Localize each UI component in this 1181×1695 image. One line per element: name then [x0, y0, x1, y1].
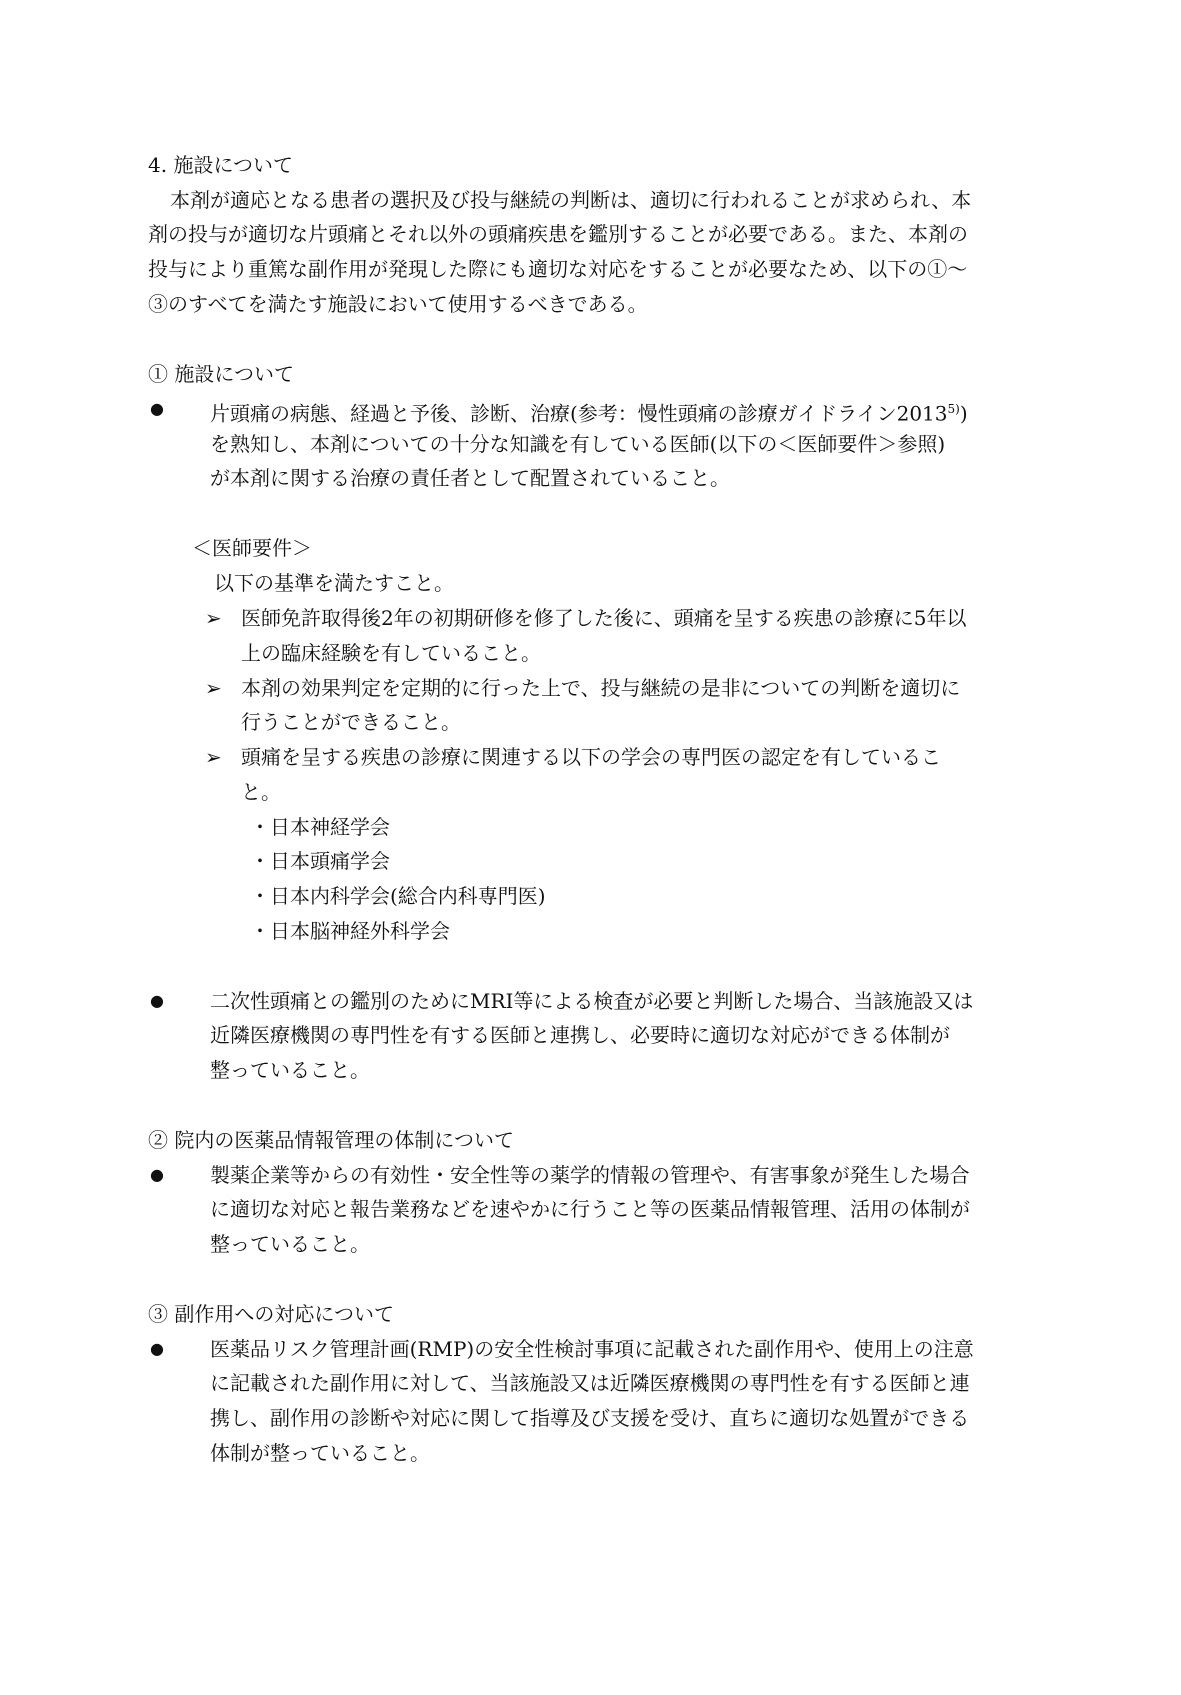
society-2: ・日本頭痛学会 [250, 849, 390, 873]
intro-line-1: 本剤が適応となる患者の選択及び投与継続の判断は、適切に行われることが求められ、本 [170, 188, 972, 212]
arrow-bullet-icon: ➢ [205, 606, 222, 630]
item2-heading: ② 院内の医薬品情報管理の体制について [148, 1128, 514, 1152]
item1-heading: ① 施設について [148, 362, 294, 386]
item3-line2: に記載された副作用に対して、当該施設又は近隣医療機関の専門性を有する医師と連 [210, 1371, 970, 1395]
requirement-3-line1: 頭痛を呈する疾患の診療に関連する以下の学会の専門医の認定を有しているこ [241, 745, 941, 769]
requirement-1-line2: 上の臨床経験を有していること。 [241, 641, 541, 665]
item3-line3: 携し、副作用の診断や対応に関して指導及び支援を受け、直ちに適切な処置ができる [210, 1406, 970, 1430]
requirement-3-line2: と。 [241, 780, 281, 804]
bullet-icon: ● [150, 1339, 164, 1358]
arrow-bullet-icon: ➢ [205, 676, 222, 700]
requirement-1-line1: 医師免許取得後2年の初期研修を修了した後に、頭痛を呈する疾患の診療に5年以 [241, 606, 967, 630]
requirements-heading: ＜医師要件＞ [192, 536, 312, 560]
intro-line-2: 剤の投与が適切な片頭痛とそれ以外の頭痛疾患を鑑別することが必要である。また、本剤の [148, 222, 968, 246]
item2-line1: 製薬企業等からの有効性・安全性等の薬学的情報の管理や、有害事象が発生した場合 [210, 1163, 970, 1187]
bullet-icon: ● [150, 991, 164, 1010]
society-1: ・日本神経学会 [250, 815, 390, 839]
society-3: ・日本内科学会(総合内科専門医) [250, 884, 546, 908]
requirement-2-line1: 本剤の効果判定を定期的に行った上で、投与継続の是非についての判断を適切に [241, 676, 961, 700]
intro-line-3: 投与により重篤な副作用が発現した際にも適切な対応をすることが必要なため、以下の①～ [148, 257, 968, 281]
item1-bullet2-line2: 近隣医療機関の専門性を有する医師と連携し、必要時に適切な対応ができる体制が [210, 1023, 950, 1047]
item2-line2: に適切な対応と報告業務などを速やかに行うこと等の医薬品情報管理、活用の体制が [210, 1197, 970, 1221]
item2-line3: 整っていること。 [210, 1232, 370, 1256]
requirements-intro: 以下の基準を満たすこと。 [214, 571, 454, 595]
item1-bullet1-line3: が本剤に関する治療の責任者として配置されていること。 [210, 466, 730, 490]
society-4: ・日本脳神経外科学会 [250, 919, 450, 943]
item1-bullet2-line1: 二次性頭痛との鑑別のためにMRI等による検査が必要と判断した場合、当該施設又は [210, 989, 974, 1013]
section-title: 4. 施設について [148, 153, 294, 177]
item1-bullet1-line1: 片頭痛の病態、経過と予後、診断、治療(参考：慢性頭痛の診療ガイドライン2013$^{5)}$) [210, 401, 968, 426]
item1-bullet2-line3: 整っていること。 [210, 1058, 370, 1082]
item1-bullet1-line2: を熟知し、本剤についての十分な知識を有している医師(以下の＜医師要件＞参照) [210, 432, 946, 456]
item3-heading: ③ 副作用への対応について [148, 1302, 394, 1326]
intro-line-4: ③のすべてを満たす施設において使用するべきである。 [148, 292, 648, 316]
item3-line4: 体制が整っていること。 [210, 1441, 430, 1465]
arrow-bullet-icon: ➢ [205, 745, 222, 769]
requirement-2-line2: 行うことができること。 [241, 710, 461, 734]
bullet-icon: ● [150, 399, 164, 418]
bullet-icon: ● [150, 1165, 164, 1184]
item3-line1: 医薬品リスク管理計画(RMP)の安全性検討事項に記載された副作用や、使用上の注意 [210, 1337, 974, 1361]
